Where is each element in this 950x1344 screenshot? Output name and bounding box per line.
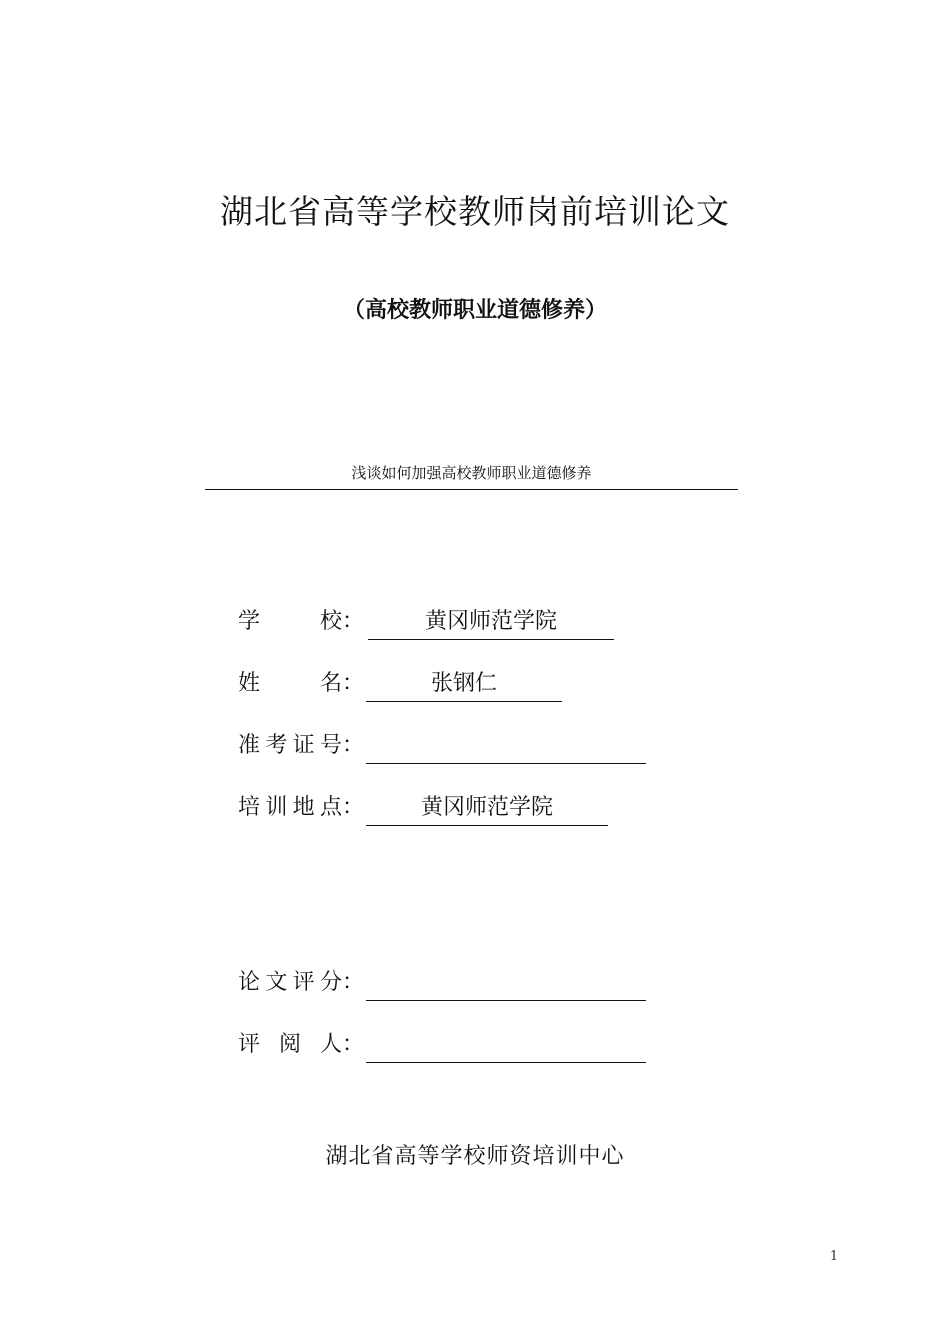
label-char: 文 [265,970,288,995]
subtitle: （高校教师职业道德修养） [342,297,607,323]
field-value-paper-score [366,966,646,1001]
field-value-exam-number [366,729,646,764]
label-char: 校 [319,609,342,634]
label-char: 评 [292,970,315,995]
page-number: 1 [829,1249,839,1264]
label-char: 人 [319,1032,342,1057]
label-char: 训 [265,795,288,820]
field-colon: ： [342,671,365,696]
label-char: 培 [238,795,261,820]
field-colon: ： [342,970,365,995]
field-value-name: 张钢仁 [366,667,562,702]
paper-title: 浅谈如何加强高校教师职业道德修养 [351,464,592,482]
label-char: 学 [238,609,261,634]
field-label-name [238,667,342,701]
label-char: 评 [238,1032,261,1057]
footer-organization: 湖北省高等学校师资培训中心 [325,1144,625,1169]
field-value-reviewer [366,1028,646,1063]
paper-title-underline [205,489,738,490]
label-char: 点 [319,795,342,820]
label-char: 姓 [238,671,261,696]
label-char: 名 [319,671,342,696]
main-title: 湖北省高等学校教师岗前培训论文 [220,192,730,231]
label-char: 地 [292,795,315,820]
label-char: 证 [292,733,315,758]
field-label-paper-score [238,966,342,1000]
field-colon: ： [342,1032,365,1057]
field-label-school [238,605,342,639]
field-label-exam-number [238,729,342,763]
field-colon: ： [342,795,365,820]
field-value-school: 黄冈师范学院 [368,605,614,640]
label-char: 论 [238,970,261,995]
label-char: 号 [319,733,342,758]
field-label-training-location [238,791,342,825]
label-char: 分 [319,970,342,995]
field-label-reviewer [238,1028,342,1062]
field-colon: ： [342,733,365,758]
label-char: 阅 [278,1032,301,1057]
field-colon: ： [342,609,365,634]
label-char: 考 [265,733,288,758]
field-value-training-location: 黄冈师范学院 [366,791,608,826]
label-char: 准 [238,733,261,758]
